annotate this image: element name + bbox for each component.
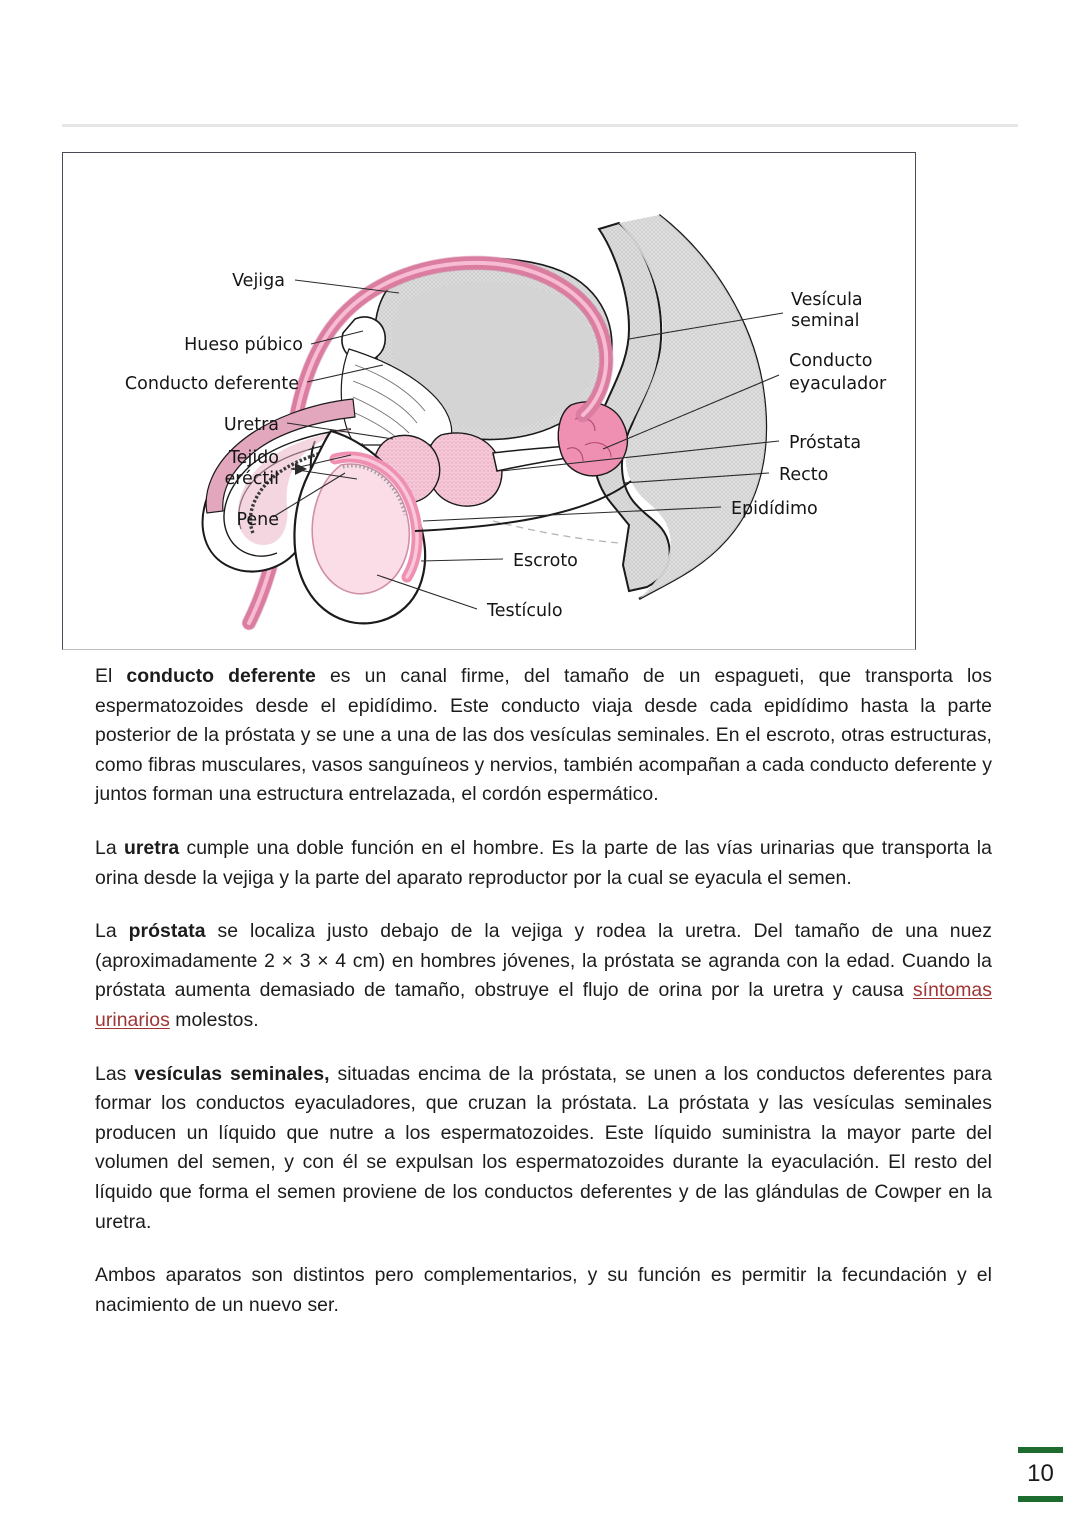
label-hueso-pubico: Hueso púbico: [184, 335, 303, 355]
text-run: Ambos aparatos son distintos pero complementarios, y su función es permitir la fecundación y el nacimiento de un nuevo ser.: [95, 1264, 992, 1316]
text-run: La: [95, 836, 124, 859]
text-run: situadas encima de la próstata, se unen a los conductos deferentes para formar los conductos eyaculadores, que cruzan la próstata. La próstata y las vesículas seminales producen un líquido que nutre a los espermatozoides. Este líquido suministra la mayor parte del volumen del semen, y con él se expulsan los espermatozoides durante la eyaculación. El resto del líquido que forma el semen proviene de los conductos deferentes y de las glándulas de Cowper en la uretra.: [95, 1062, 992, 1233]
label-prostata: Próstata: [789, 433, 862, 453]
article-body: [95, 662, 992, 1320]
leader-escroto: [421, 559, 503, 561]
header-divider: [62, 124, 1018, 127]
label-vesicula-line2: seminal: [791, 311, 860, 331]
page-number: 10: [1027, 1460, 1054, 1487]
label-pene: Pene: [236, 510, 279, 530]
text-run: molestos.: [169, 1008, 259, 1031]
paragraph-prostata: [95, 917, 992, 1035]
paragraph-vesiculas-seminales: [95, 1060, 992, 1238]
text-run: es un canal firme, del tamaño de un espagueti, que transporta los espermatozoides desde el epidídimo. Este conducto viaja desde cada epidídimo hasta la parte posterior de la próstata y se une a una de las dos vesículas seminales. En el escroto, otras estructuras, como fibras musculares, vasos sanguíneos y nervios, también acompañan a cada conducto deferente y juntos forman una estructura entrelazada, el cordón espermático.: [95, 665, 992, 806]
paragraph-conducto-deferente: [95, 662, 992, 810]
label-escroto: Escroto: [513, 551, 578, 571]
inline-link-sintomas-urinarios[interactable]: síntomas urinarios: [95, 979, 992, 1031]
folio-bar-top: [1018, 1447, 1063, 1453]
folio-bar-bottom: [1018, 1496, 1063, 1502]
text-run: cumple una doble función en el hombre. Es la parte de las vías urinarias que transporta la orina desde la vejiga y la parte del aparato reproductor por la cual se eyacula el semen.: [95, 836, 992, 889]
label-conducto-eyaculador-line1: Conducto: [789, 351, 873, 371]
label-tejido-erectil-line2: eréctil: [224, 469, 279, 489]
label-epididimo: Epidídimo: [731, 499, 818, 519]
male-reproductive-system-diagram: [63, 153, 917, 651]
figure-container: [62, 152, 916, 650]
emphasis-term: próstata: [128, 920, 206, 943]
text-run: Las: [95, 1062, 135, 1085]
text-run: La: [95, 920, 129, 943]
label-vejiga: Vejiga: [232, 271, 285, 291]
label-conducto-deferente: Conducto deferente: [124, 374, 299, 394]
label-tejido-erectil-line1: Tejido: [228, 448, 279, 468]
gluteal-crease: [493, 521, 619, 543]
emphasis-term: conducto deferente: [126, 665, 316, 687]
text-run: se localiza justo debajo de la vejiga y rodea la uretra. Del tamaño de una nuez (aproximadamente 2 × 3 × 4 cm) en hombres jóvenes, la próstata se agranda con la edad. Cuando la próstata aumenta demasiado de tamaño, obstruye el flujo de orina por la uretra y causa: [95, 920, 992, 1002]
emphasis-term: vesículas seminales,: [134, 1062, 330, 1085]
anatomy-illustration: [203, 215, 766, 623]
label-recto: Recto: [779, 465, 829, 485]
page-number-block: [1018, 1447, 1063, 1502]
emphasis-term: uretra: [123, 836, 180, 859]
text-run: El: [95, 665, 127, 687]
label-testiculo: Testículo: [487, 601, 563, 621]
label-uretra: Uretra: [223, 415, 279, 435]
paragraph-uretra: [95, 834, 992, 893]
label-vesicula-line1: Vesícula: [791, 290, 863, 310]
label-conducto-eyaculador-line2: eyaculador: [789, 374, 887, 394]
paragraph-cierre: [95, 1261, 992, 1320]
